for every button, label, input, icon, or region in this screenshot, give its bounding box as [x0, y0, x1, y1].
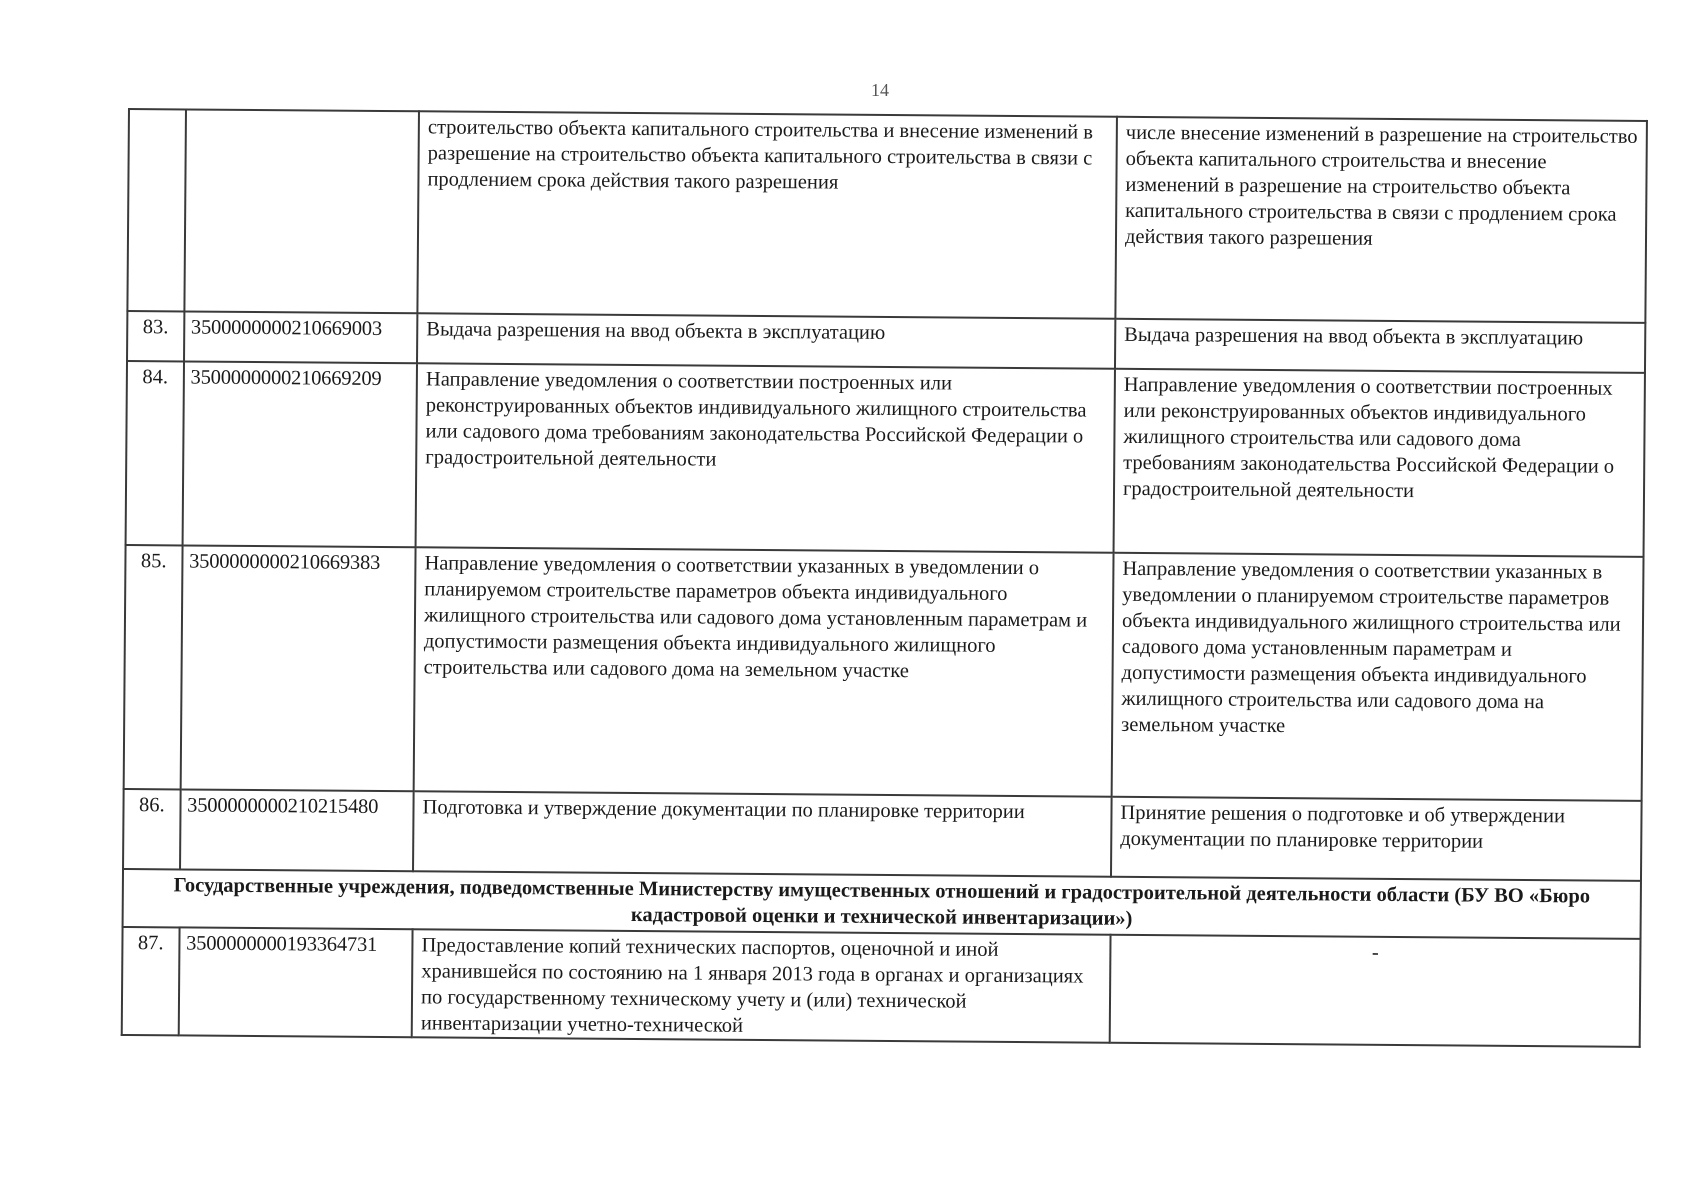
- service-alt-name: Выдача разрешения на ввод объекта в эксплуатацию: [1115, 319, 1645, 373]
- service-name: Направление уведомления о соответствии построенных или реконструированных объектов индивидуального жилищного строительства или садового дома требованиям законодательства Российской Федерации о градостроительной деятельности: [416, 363, 1115, 552]
- table-row: [122, 927, 1641, 1047]
- service-alt-name: Направление уведомления о соответствии построенных или реконструированных объектов индивидуального жилищного строительства или садового дома требованиям законодательства Российской Федерации о градостроительной деятельности: [1114, 369, 1645, 557]
- row-number: 83.: [127, 311, 184, 361]
- row-number: 84.: [126, 361, 184, 545]
- service-code: 3500000000210669383: [180, 545, 415, 791]
- table-row: [127, 109, 1647, 323]
- service-name: Предоставление копий технических паспортов, оценочной и иной хранившейся по состоянию на 1 января 2013 года в органах и организациях по государственному техническому учету и (или) технической инвентаризации учетно-технической: [412, 929, 1111, 1042]
- row-number: 86.: [123, 789, 180, 869]
- row-number: 87.: [122, 927, 180, 1035]
- service-code: [184, 109, 419, 313]
- service-code: 3500000000210669209: [182, 361, 417, 547]
- service-alt-name: Принятие решения о подготовке и об утверждении документации по планировке территории: [1111, 797, 1642, 881]
- service-name: Направление уведомления о соответствии указанных в уведомлении о планируемом строительстве параметров объекта индивидуального жилищного строительства или садового дома установленным параметрам и допустимости размещения объекта индивидуального жилищного строительства или садового дома на земельном участке: [414, 547, 1114, 796]
- service-name: Подготовка и утверждение документации по планировке территории: [413, 791, 1112, 876]
- service-name: строительство объекта капитального строительства и внесение изменений в разрешение на строительство объекта капитального строительства в связи с продлением срока действия такого разрешения: [417, 111, 1116, 318]
- service-alt-name: -: [1110, 935, 1641, 1047]
- service-name: Выдача разрешения на ввод объекта в эксплуатацию: [417, 313, 1115, 368]
- service-code: 3500000000193364731: [178, 927, 412, 1037]
- table-row: [126, 361, 1645, 557]
- services-table: [121, 108, 1648, 1048]
- row-number: 85.: [124, 545, 183, 789]
- page-number: 14: [871, 80, 889, 100]
- section-header: Государственные учреждения, подведомственные Министерству имущественных отношений и градостроительной деятельности области (БУ ВО «Бюро кадастровой оценки и технической инвентаризации»): [123, 869, 1641, 939]
- table-row: [124, 545, 1644, 801]
- service-code: 3500000000210669003: [184, 311, 418, 363]
- service-alt-name: числе внесение изменений в разрешение на строительство объекта капитального строительства и внесение изменений в разрешение на строительство объекта капитального строительства в связи с продлением срока действия такого разрешения: [1115, 117, 1647, 323]
- table-row: [123, 789, 1642, 881]
- service-alt-name: Направление уведомления о соответствии указанных в уведомлении о планируемом строительстве параметров объекта индивидуального жилищного строительства или садового дома установленным параметрам и допустимости размещения объекта индивидуального жилищного строительства или садового дома на земельном участке: [1112, 553, 1644, 801]
- service-code: 3500000000210215480: [180, 789, 414, 871]
- row-number: [127, 109, 185, 311]
